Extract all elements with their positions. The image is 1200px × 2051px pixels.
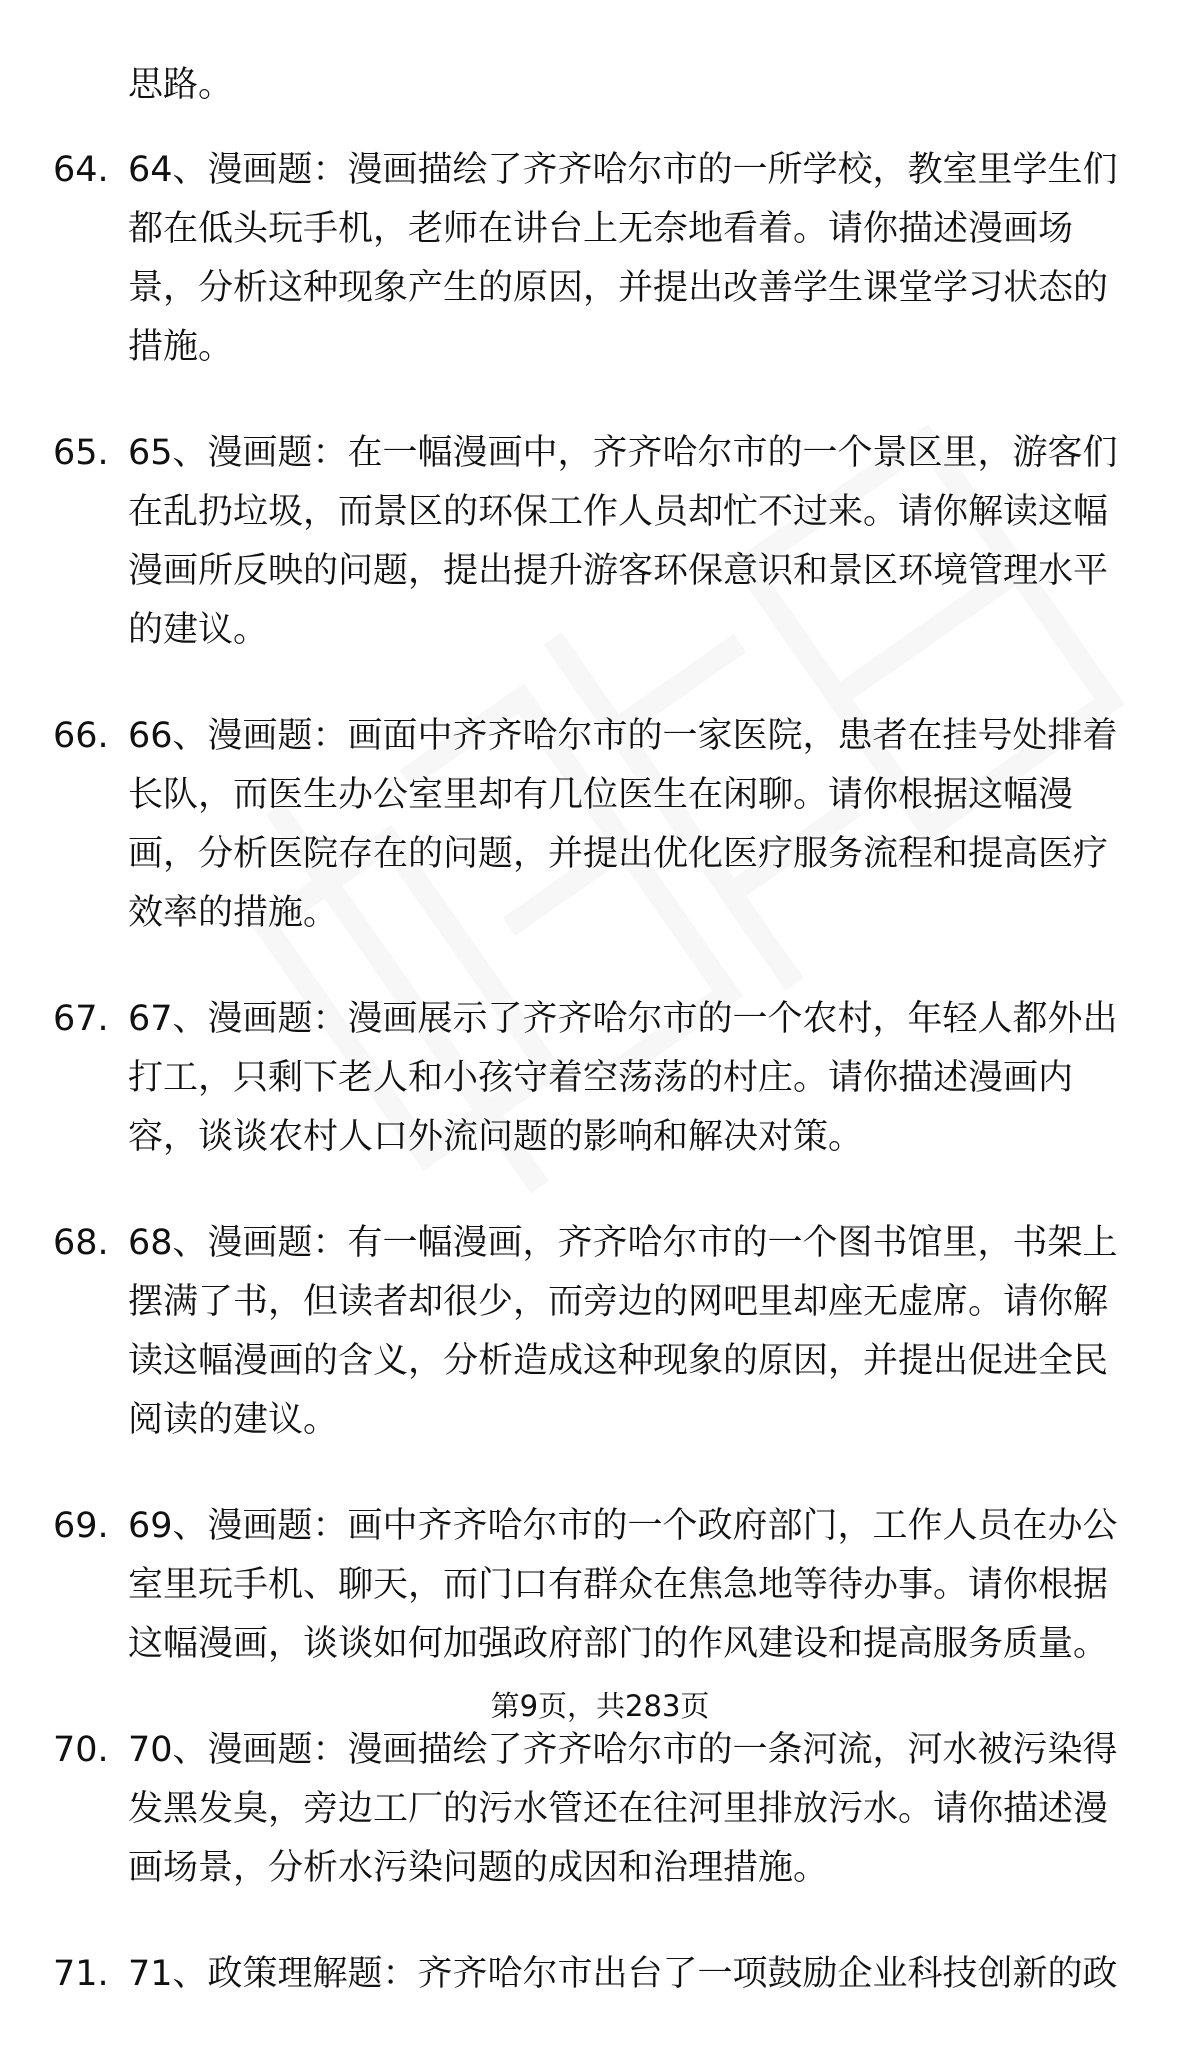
question-number: 65. — [53, 433, 109, 473]
question-text: 71、政策理解题：齐齐哈尔市出台了一项鼓励企业科技创新的政 — [128, 1954, 1118, 1994]
question-item — [0, 1214, 1138, 1450]
question-text: 69、漫画题：画中齐齐哈尔市的一个政府部门，工作人员在办公室里玩手机、聊天，而门口有群众在焦急地等待办事。请你根据这幅漫画，谈谈如何加强政府部门的作风建设和提高服务质量。 — [128, 1506, 1118, 1664]
question-number: 69. — [53, 1506, 109, 1546]
question-text: 70、漫画题：漫画描绘了齐齐哈尔市的一条河流，河水被污染得发黑发臭，旁边工厂的污水管还在往河里排放污水。请你描述漫画场景，分析水污染问题的成因和治理措施。 — [128, 1730, 1118, 1888]
question-text: 66、漫画题：画面中齐齐哈尔市的一家医院，患者在挂号处排着长队，而医生办公室里却有几位医生在闲聊。请你根据这幅漫画，分析医院存在的问题，并提出优化医疗服务流程和提高医疗效率的措施。 — [128, 716, 1118, 933]
question-item — [0, 141, 1138, 377]
question-item — [0, 1497, 1138, 1674]
question-item — [0, 990, 1138, 1167]
page-footer: 第9页，共283页 — [490, 1689, 710, 1723]
question-text: 64、漫画题：漫画描绘了齐齐哈尔市的一所学校，教室里学生们都在低头玩手机，老师在讲台上无奈地看着。请你描述漫画场景，分析这种现象产生的原因，并提出改善学生课堂学习状态的措施。 — [128, 150, 1118, 367]
question-item — [0, 1721, 1138, 1898]
question-number: 71. — [53, 1954, 109, 1994]
question-item — [0, 1945, 1138, 2004]
question-number: 66. — [53, 716, 109, 756]
question-text: 67、漫画题：漫画展示了齐齐哈尔市的一个农村，年轻人都外出打工，只剩下老人和小孩守着空荡荡的村庄。请你描述漫画内容，谈谈农村人口外流问题的影响和解决对策。 — [128, 999, 1118, 1157]
question-text: 68、漫画题：有一幅漫画，齐齐哈尔市的一个图书馆里，书架上摆满了书，但读者却很少，而旁边的网吧里却座无虚席。请你解读这幅漫画的含义，分析造成这种现象的原因，并提出促进全民阅读的建议。 — [128, 1223, 1118, 1440]
question-item — [0, 707, 1138, 943]
continuation-text: 思路。 — [128, 65, 234, 105]
question-number: 64. — [53, 150, 109, 190]
question-text: 65、漫画题：在一幅漫画中，齐齐哈尔市的一个景区里，游客们在乱扔垃圾，而景区的环保工作人员却忙不过来。请你解读这幅漫画所反映的问题，提出提升游客环保意识和景区环境管理水平的建议。 — [128, 433, 1118, 650]
question-item — [0, 424, 1138, 660]
question-number: 70. — [53, 1730, 109, 1770]
question-number: 67. — [53, 999, 109, 1039]
question-list — [0, 141, 1200, 2051]
question-number: 68. — [53, 1223, 109, 1263]
